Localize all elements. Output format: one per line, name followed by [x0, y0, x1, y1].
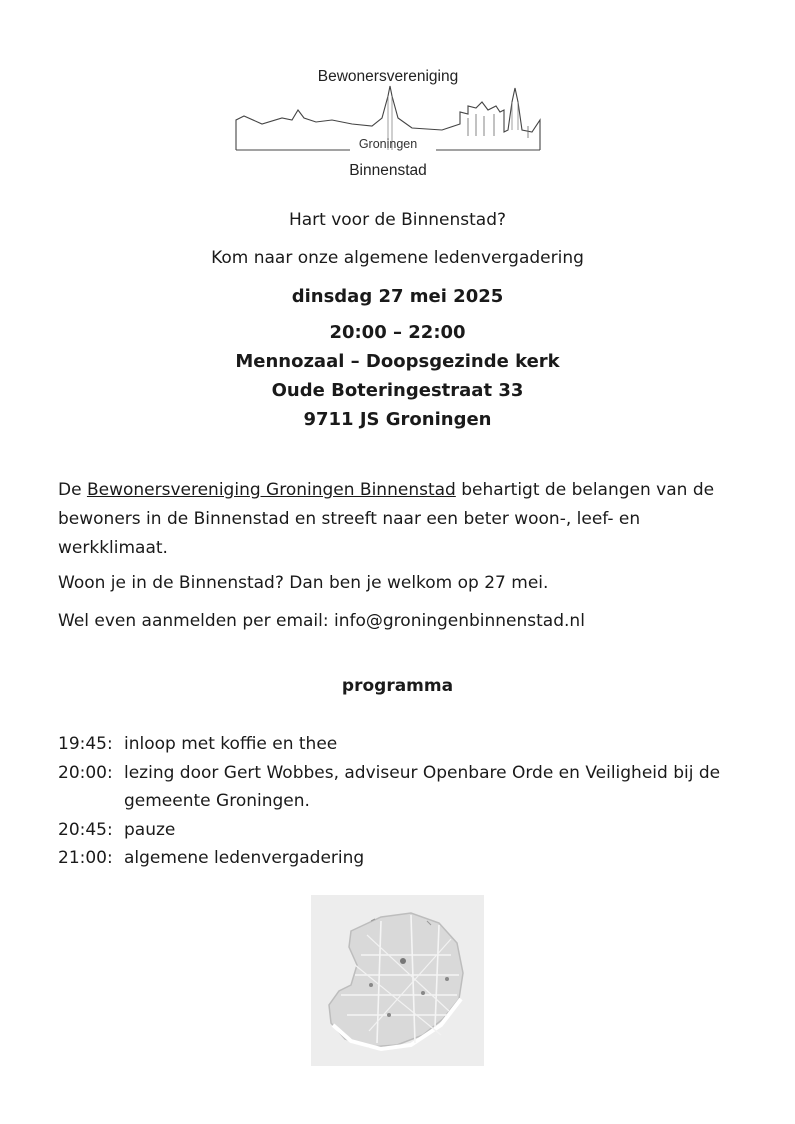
programma-time: 21:00:	[58, 848, 113, 868]
heading-line2: Kom naar onze algemene ledenvergadering	[211, 248, 584, 268]
event-time: 20:00 – 22:00	[329, 322, 466, 343]
event-street: Oude Boteringestraat 33	[271, 380, 524, 401]
signup-email[interactable]: info@groningenbinnenstad.nl	[334, 611, 585, 631]
programma-title: programma	[341, 676, 454, 696]
programma-desc: pauze	[124, 819, 176, 840]
logo-middle-text: Groningen	[358, 137, 418, 151]
programma-desc: inloop met koffie en thee	[124, 734, 338, 754]
programma-time: 20:45:	[58, 819, 113, 840]
heading-line1: Hart voor de Binnenstad?	[288, 210, 507, 230]
intro-paragraph	[58, 476, 748, 563]
programma-desc: lezing door Gert Wobbes, adviseur Openbare Orde en Veiligheid bij de gemeente Groningen.	[124, 762, 721, 811]
logo-top-text: Bewonersvereniging	[317, 68, 459, 85]
city-map	[311, 895, 484, 1066]
welcome-paragraph: Woon je in de Binnenstad? Dan ben je welkom op 27 mei.	[58, 573, 549, 593]
programma-list	[58, 730, 758, 873]
association-link[interactable]: Bewonersvereniging Groningen Binnenstad	[86, 480, 456, 500]
logo	[232, 66, 544, 182]
programma-item	[58, 730, 758, 759]
programma-time: 20:00:	[58, 762, 113, 783]
event-city: 9711 JS Groningen	[303, 409, 492, 430]
programma-desc: algemene ledenvergadering	[124, 848, 365, 868]
programma-time: 19:45:	[58, 734, 113, 754]
programma-item	[58, 759, 758, 816]
event-date: dinsdag 27 mei 2025	[291, 286, 504, 307]
programma-item	[58, 816, 758, 845]
signup-prefix: Wel even aanmelden per email:	[58, 611, 334, 631]
signup-paragraph	[58, 607, 748, 636]
intro-rest: behartigt de belangen van de bewoners in de Binnenstad en streeft naar een beter woon-, leef- en werkklimaat.	[58, 480, 715, 558]
city-map-icon	[311, 895, 484, 1066]
programma-item	[58, 844, 758, 873]
logo-bottom-text: Binnenstad	[349, 162, 427, 179]
event-venue: Mennozaal – Doopsgezinde kerk	[235, 351, 560, 372]
intro-prefix: De	[58, 480, 87, 500]
